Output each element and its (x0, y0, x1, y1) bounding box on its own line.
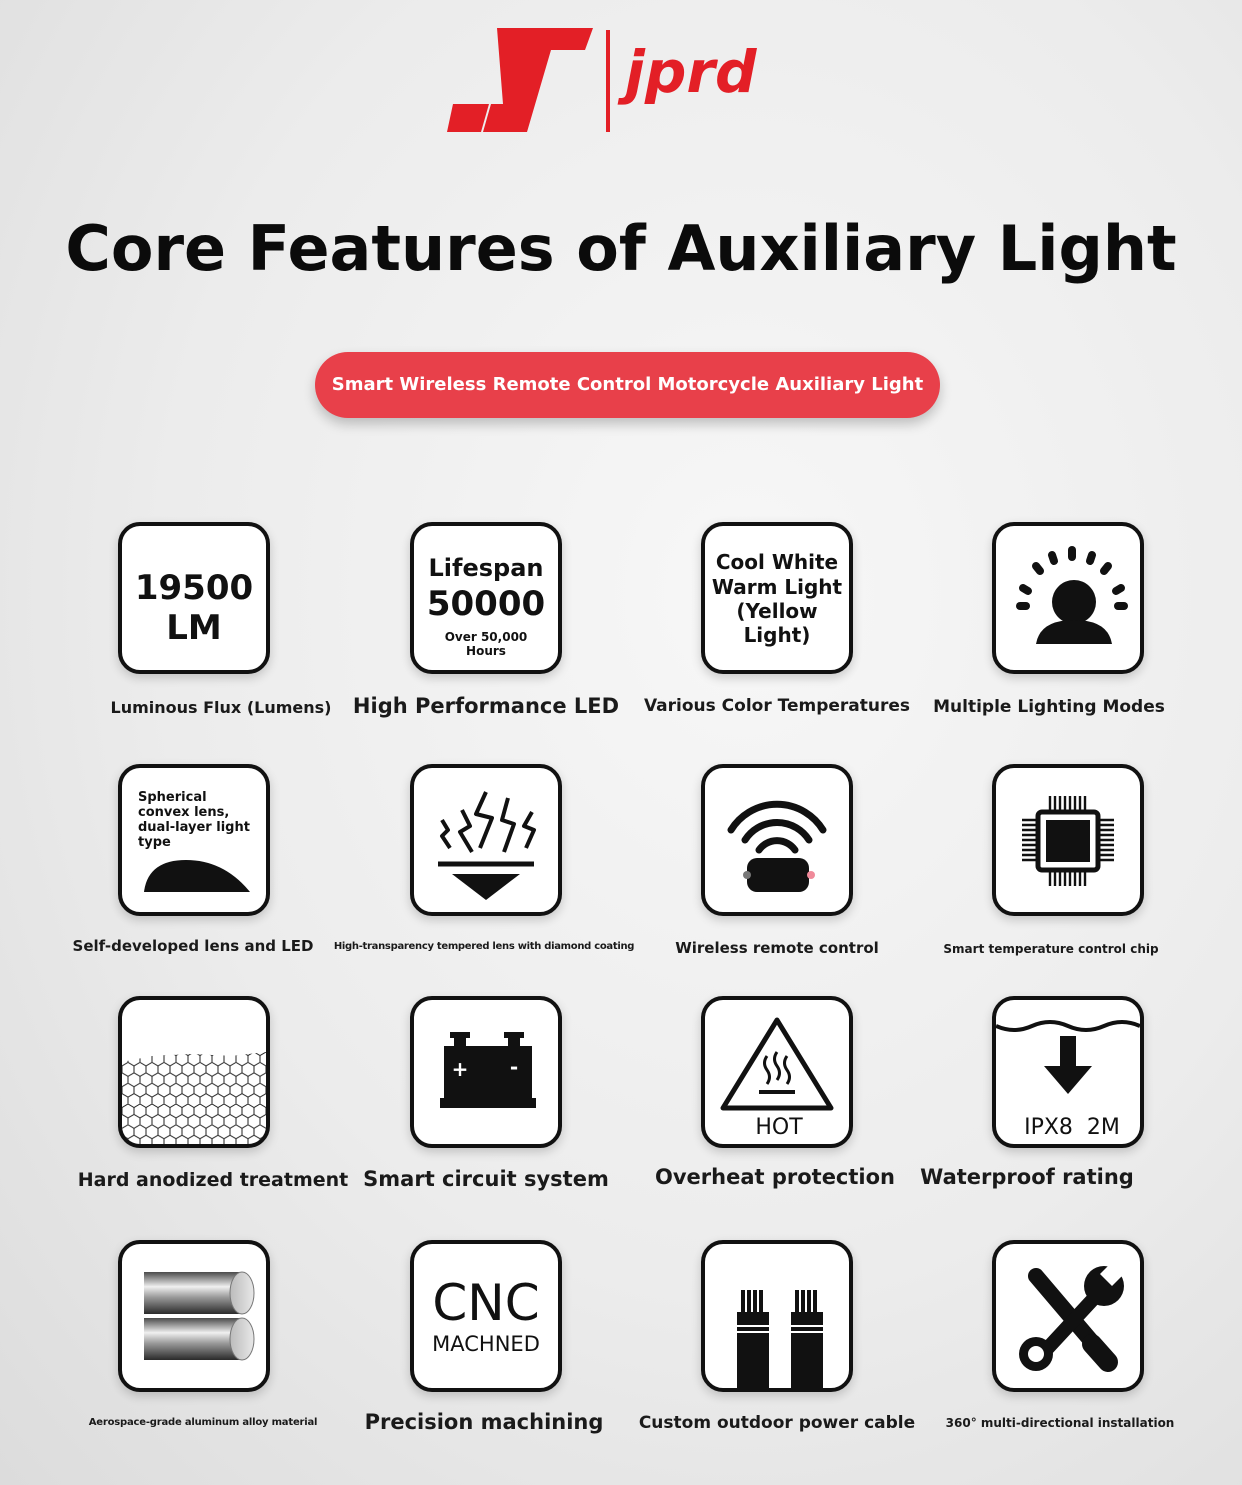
wireless-remote-icon (705, 768, 849, 912)
feature-label: High-transparency tempered lens with diamond coating (333, 941, 635, 952)
page-title: Core Features of Auxiliary Light (65, 212, 1177, 285)
feature-card-lens: Spherical convex lens, dual-layer light type (118, 764, 270, 916)
feature-card-remote (701, 764, 853, 916)
feature-label: Various Color Temperatures (643, 696, 911, 716)
lightning-diamond-icon (414, 768, 558, 912)
svg-text:-: - (509, 1055, 519, 1079)
chip-icon (996, 768, 1140, 912)
feature-card-circuit (410, 996, 562, 1148)
aluminum-bars-icon (122, 1244, 266, 1388)
feature-card-color-temperature: Cool White Warm Light (Yellow Light) (701, 522, 853, 674)
feature-label: Multiple Lighting Modes (933, 697, 1165, 717)
light-rays-icon (996, 526, 1140, 670)
feature-label: Hard anodized treatment (77, 1169, 349, 1191)
feature-card-lifespan: Lifespan 50000 Over 50,000 Hours (410, 522, 562, 674)
hexagon-pattern-icon (122, 1000, 266, 1144)
tools-icon (996, 1244, 1140, 1388)
svg-text:HOT: HOT (755, 1115, 803, 1140)
feature-card-installation (992, 1240, 1144, 1392)
brand-wordmark: jprd (625, 38, 757, 106)
svg-text:IPX8 2M: IPX8 2M (1024, 1115, 1120, 1140)
feature-card-waterproof (992, 996, 1144, 1148)
feature-card-tempered-lens (410, 764, 562, 916)
feature-card-anodized (118, 996, 270, 1148)
battery-icon (414, 1000, 558, 1144)
feature-label: Overheat protection (654, 1165, 895, 1189)
waterproof-icon (996, 1000, 1140, 1144)
feature-label: Smart temperature control chip (943, 942, 1159, 956)
subtitle-banner: Smart Wireless Remote Control Motorcycle Auxiliary Light (315, 352, 940, 418)
feature-card-chip (992, 764, 1144, 916)
feature-label: Custom outdoor power cable (638, 1413, 916, 1433)
feature-card-aluminum (118, 1240, 270, 1392)
feature-label: Smart circuit system (363, 1167, 609, 1191)
feature-card-cable (701, 1240, 853, 1392)
feature-card-overheat (701, 996, 853, 1148)
feature-label: Aerospace-grade aluminum alloy material (88, 1417, 318, 1428)
feature-label: 360° multi-directional installation (945, 1416, 1175, 1430)
feature-card-lumens: 19500 LM (118, 522, 270, 674)
feature-label: Luminous Flux (Lumens) (110, 698, 332, 717)
convex-lens-icon (122, 768, 266, 912)
power-cable-icon (705, 1244, 849, 1388)
feature-label: Waterproof rating (920, 1165, 1134, 1189)
feature-label: High Performance LED (352, 694, 620, 718)
feature-label: Precision machining (364, 1410, 604, 1434)
feature-label: Self-developed lens and LED (72, 937, 314, 955)
brand-logo (445, 26, 815, 136)
feature-card-lighting-modes (992, 522, 1144, 674)
feature-label: Wireless remote control (675, 939, 879, 957)
svg-text:+: + (451, 1057, 469, 1081)
hot-warning-icon (705, 1000, 849, 1144)
feature-card-cnc: CNC MACHNED (410, 1240, 562, 1392)
